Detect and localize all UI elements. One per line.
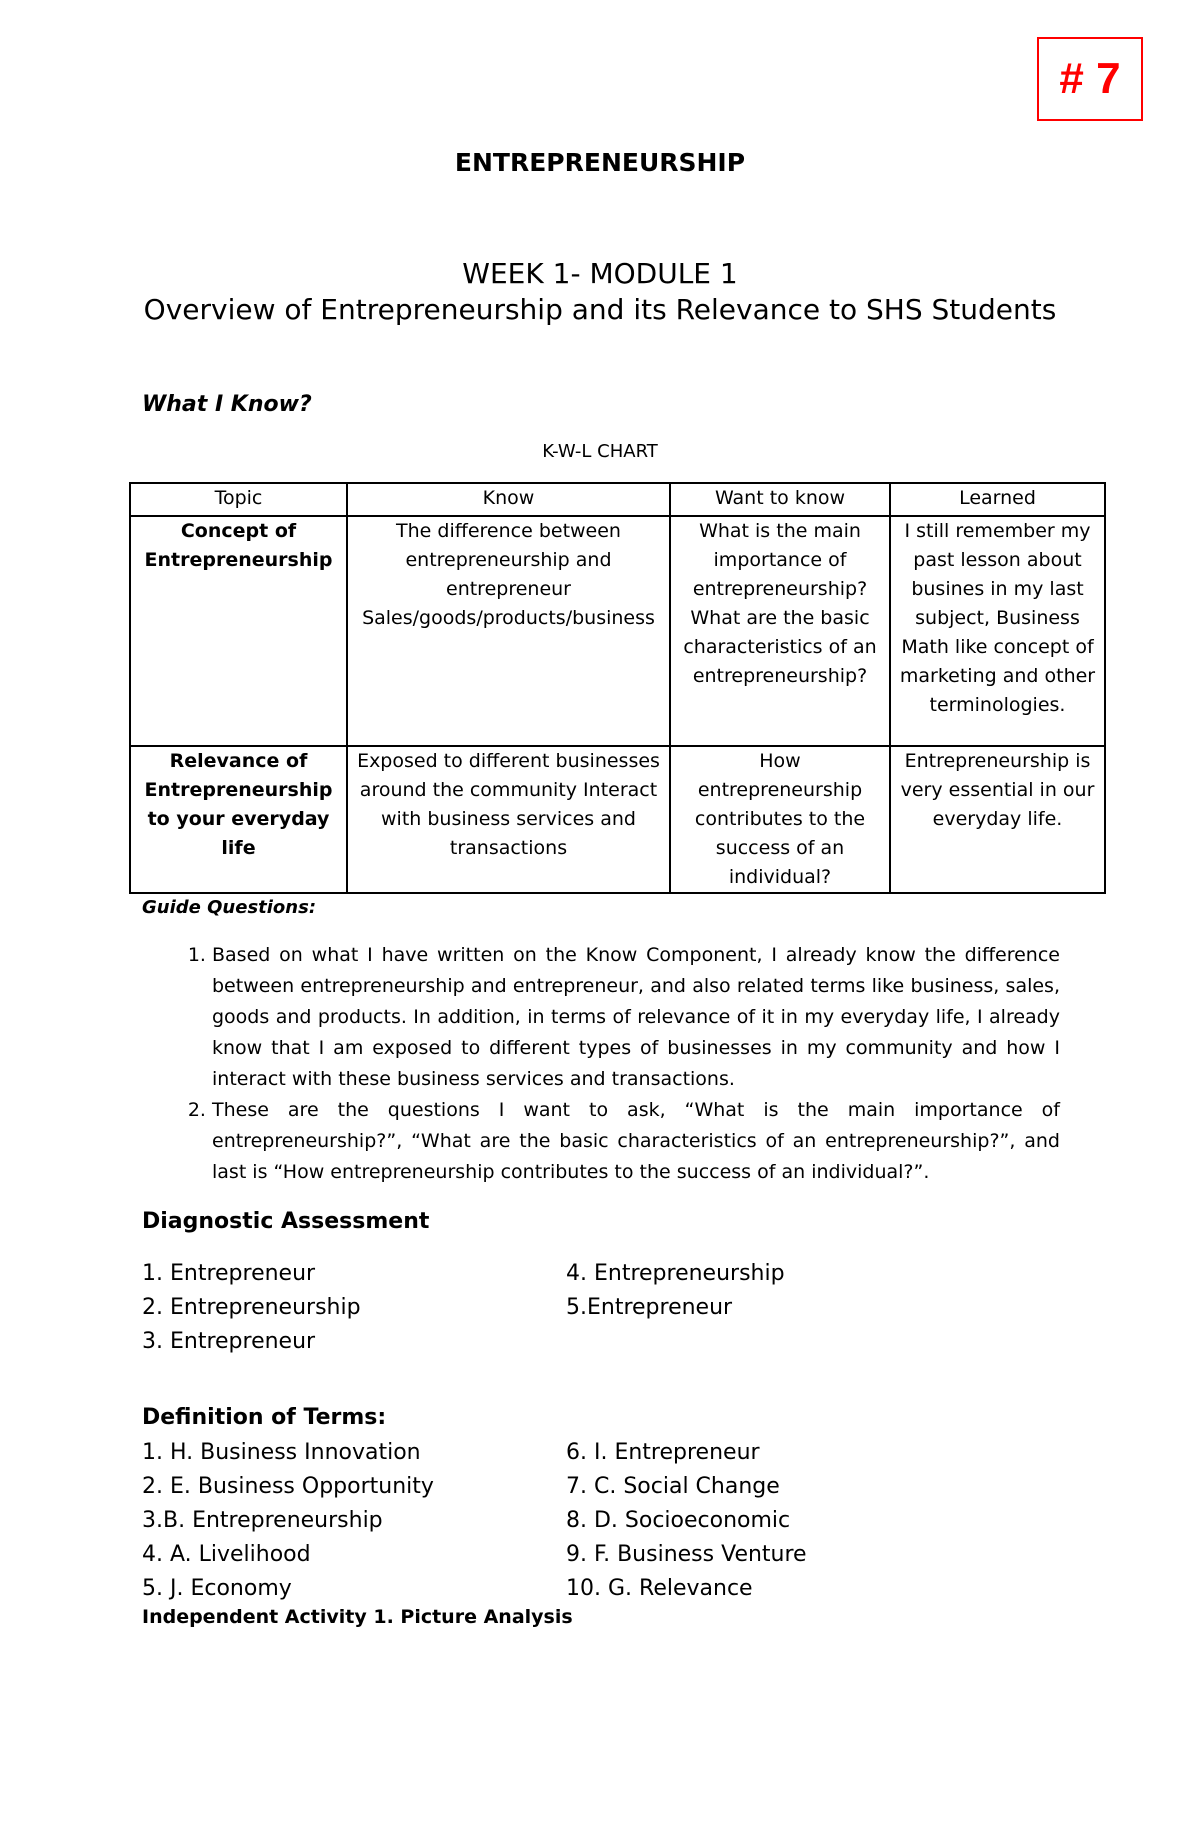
independent-activity-heading: Independent Activity 1. Picture Analysis <box>142 1606 573 1628</box>
cell-learned: I still remember my past lesson about busines in my last subject, Business Math like concept of marketing and other terminologies. <box>890 516 1105 746</box>
list-item: 2. E. Business Opportunity <box>142 1474 434 1499</box>
week-module-heading: WEEK 1- MODULE 1 <box>462 257 738 290</box>
document-title: ENTREPRENEURSHIP <box>454 148 746 177</box>
diagnostic-assessment-heading: Diagnostic Assessment <box>142 1209 430 1234</box>
list-item: 4. Entrepreneurship <box>566 1261 785 1286</box>
cell-learned: Entrepreneurship is very essential in our everyday life. <box>890 746 1105 893</box>
list-item: 3.B. Entrepreneurship <box>142 1508 383 1533</box>
cell-know: Exposed to different businesses around the community Interact with business services and transactions <box>347 746 670 893</box>
list-item: 6. I. Entrepreneur <box>566 1440 760 1465</box>
table-row <box>130 516 1105 746</box>
list-item: 5. J. Economy <box>142 1576 292 1601</box>
list-item: 7. C. Social Change <box>566 1474 780 1499</box>
kwl-chart-table <box>129 482 1106 894</box>
table-header-row <box>130 483 1105 516</box>
cell-want: How entrepreneurship contributes to the success of an individual? <box>670 746 890 893</box>
list-item: 9. F. Business Venture <box>566 1542 807 1567</box>
list-item: 2. These are the questions I want to ask, “What is the main importance of entrepreneurship?”, “What are the basic characteristics of an entrepreneurship?”, and last is “How entrepreneurship contributes to the success of an individual?”. <box>212 1095 1060 1188</box>
cell-topic: Relevance of Entrepreneurship to your everyday life <box>130 746 347 893</box>
cell-know: The difference between entrepreneurship and entrepreneur Sales/goods/products/business <box>347 516 670 746</box>
list-item: 10. G. Relevance <box>566 1576 753 1601</box>
list-item: 1. H. Business Innovation <box>142 1440 421 1465</box>
page-number-badge: # 7 <box>1037 37 1143 121</box>
header-learned: Learned <box>890 483 1105 516</box>
diagnostic-left-list <box>142 1257 361 1359</box>
header-know: Know <box>347 483 670 516</box>
list-item: 3. Entrepreneur <box>142 1329 316 1354</box>
kwl-chart-title: K-W-L CHART <box>542 441 658 462</box>
guide-questions-heading: Guide Questions: <box>142 897 317 918</box>
list-item: 5.Entrepreneur <box>566 1295 733 1320</box>
module-subtitle: Overview of Entrepreneurship and its Relevance to SHS Students <box>143 293 1057 326</box>
definitions-right-list <box>566 1436 807 1606</box>
header-want-to-know: Want to know <box>670 483 890 516</box>
list-item: 2. Entrepreneurship <box>142 1295 361 1320</box>
list-item: 1. Based on what I have written on the Know Component, I already know the difference between entrepreneurship and entrepreneur, and also related terms like business, sales, goods and products. In addition, in terms of relevance of it in my everyday life, I already know that I am exposed to different types of businesses in my community and how I interact with these business services and transactions. <box>212 940 1060 1095</box>
diagnostic-right-list <box>566 1257 785 1325</box>
cell-topic: Concept of Entrepreneurship <box>130 516 347 746</box>
header-topic: Topic <box>130 483 347 516</box>
list-item: 1. Entrepreneur <box>142 1261 316 1286</box>
table-row <box>130 746 1105 893</box>
definitions-left-list <box>142 1436 434 1606</box>
list-item: 4. A. Livelihood <box>142 1542 311 1567</box>
guide-answers-list <box>142 940 1060 1188</box>
list-item: 8. D. Socioeconomic <box>566 1508 791 1533</box>
cell-want: What is the main importance of entrepreneurship? What are the basic characteristics of an entrepreneurship? <box>670 516 890 746</box>
what-i-know-heading: What I Know? <box>142 392 312 417</box>
definition-of-terms-heading: Definition of Terms: <box>142 1405 387 1430</box>
